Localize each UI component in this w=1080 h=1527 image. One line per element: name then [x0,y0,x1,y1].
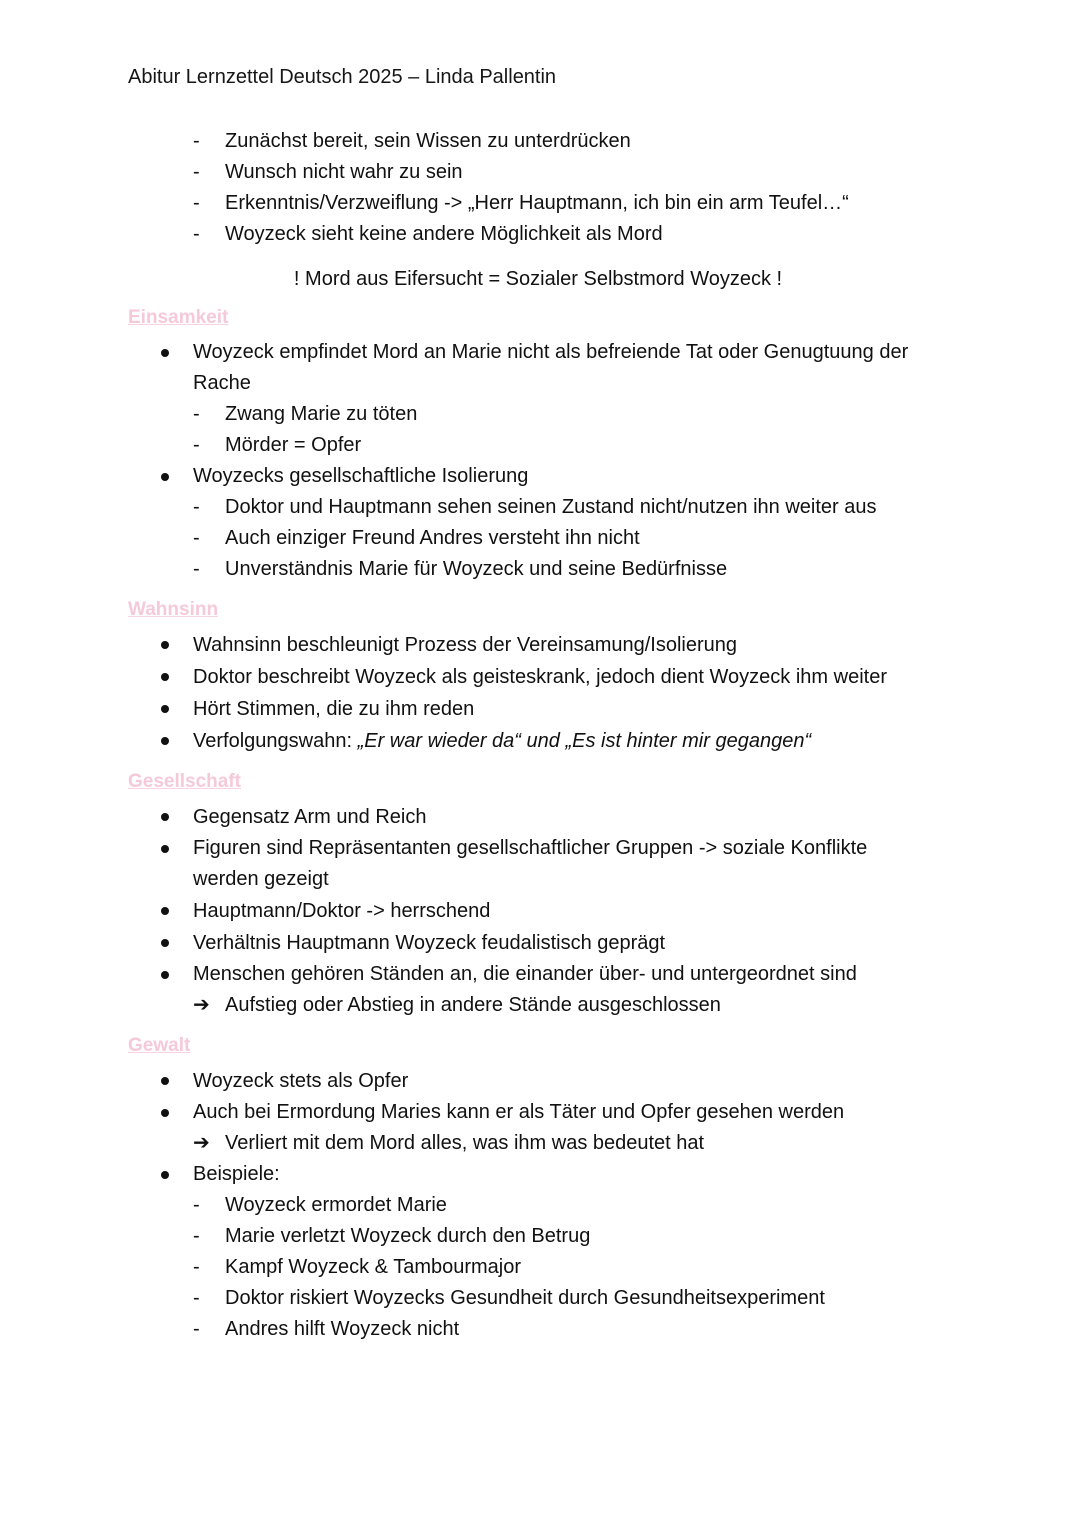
dash-marker: - [193,527,200,549]
sub-item: - Auch einziger Freund Andres versteht ihn nicht [128,523,968,554]
section-heading: Einsamkeit [128,307,229,328]
section-wahnsinn [128,597,968,757]
dash-marker: - [193,1256,200,1278]
bullet-continuation: Rache [193,372,251,394]
bullet-item: Menschen gehören Ständen an, die einander über- und untergeordnet sind [193,963,857,985]
key-note: ! Mord aus Eifersucht = Sozialer Selbstmord Woyzeck ! [293,268,783,290]
sub-item: - Woyzeck ermordet Marie [128,1190,968,1221]
bullet-item: Gegensatz Arm und Reich [193,806,427,828]
list-item: - Zunächst bereit, sein Wissen zu unterdrücken [128,126,968,157]
bullet-item: Woyzeck stets als Opfer [193,1070,409,1092]
dash-marker: - [193,434,200,456]
bullet-item: Auch bei Ermordung Maries kann er als Täter und Opfer gesehen werden [193,1101,845,1123]
bullet-continuation: werden gezeigt [193,868,329,890]
list-item: - Erkenntnis/Verzweiflung -> „Herr Hauptmann, ich bin ein arm Teufel…“ [128,188,968,219]
dash-marker: - [193,496,200,518]
dash-marker: - [193,161,200,183]
sub-item: - Unverständnis Marie für Woyzeck und seine Bedürfnisse [128,554,968,585]
dash-marker: - [193,223,200,245]
sub-item: - Marie verletzt Woyzeck durch den Betrug [128,1221,968,1252]
bullet-item: Beispiele: [193,1163,280,1185]
dash-marker: - [193,558,200,580]
sub-item: - Kampf Woyzeck & Tambourmajor [128,1252,968,1283]
dash-marker: - [193,130,200,152]
bullet-item: Woyzeck empfindet Mord an Marie nicht als befreiende Tat oder Genugtuung der [193,341,909,363]
bullet-item: Figuren sind Repräsentanten gesellschaftlicher Gruppen -> soziale Konflikte [193,837,868,859]
bullet-item: Hauptmann/Doktor -> herrschend [193,900,491,922]
dash-marker: - [193,403,200,425]
dash-marker: - [193,1225,200,1247]
dash-marker: - [193,1287,200,1309]
section-gewalt [128,1033,968,1345]
arrow-right-icon: ➔ [193,994,210,1016]
bullet-item: Woyzecks gesellschaftliche Isolierung [193,465,529,487]
arrow-item: ➔ Verliert mit dem Mord alles, was ihm was bedeutet hat [128,1128,968,1159]
document-header: Abitur Lernzettel Deutsch 2025 – Linda Pallentin [128,66,557,88]
intro-list [128,126,968,250]
bullet-item: Verfolgungswahn: „Er war wieder da“ und „Es ist hinter mir gegangen“ [193,730,812,752]
bullet-item: Doktor beschreibt Woyzeck als geisteskrank, jedoch dient Woyzeck ihm weiter [193,666,887,688]
bullet-item: Hört Stimmen, die zu ihm reden [193,698,475,720]
section-heading: Gesellschaft [128,771,241,792]
section-einsamkeit [128,305,968,585]
dash-marker: - [193,1194,200,1216]
quote: „Es ist hinter mir gegangen“ [565,730,812,752]
dash-marker: - [193,192,200,214]
sub-item: - Doktor und Hauptmann sehen seinen Zustand nicht/nutzen ihn weiter aus [128,492,968,523]
list-item: - Wunsch nicht wahr zu sein [128,157,968,188]
dash-marker: - [193,1318,200,1340]
sub-item: - Andres hilft Woyzeck nicht [128,1314,968,1345]
arrow-item: ➔ Aufstieg oder Abstieg in andere Stände ausgeschlossen [128,990,968,1021]
sub-item: - Mörder = Opfer [128,430,968,461]
sub-item: - Zwang Marie zu töten [128,399,968,430]
section-gesellschaft [128,769,968,1021]
document-body [128,126,968,1353]
sub-item: - Doktor riskiert Woyzecks Gesundheit durch Gesundheitsexperiment [128,1283,968,1314]
bullet-item: Verhältnis Hauptmann Woyzeck feudalistisch geprägt [193,932,666,954]
list-item: - Woyzeck sieht keine andere Möglichkeit als Mord [128,219,968,250]
quote: „Er war wieder da“ [357,730,521,752]
bullet-item: Wahnsinn beschleunigt Prozess der Vereinsamung/Isolierung [193,634,738,656]
section-heading: Gewalt [128,1035,191,1056]
section-heading: Wahnsinn [128,599,219,620]
arrow-right-icon: ➔ [193,1132,210,1154]
